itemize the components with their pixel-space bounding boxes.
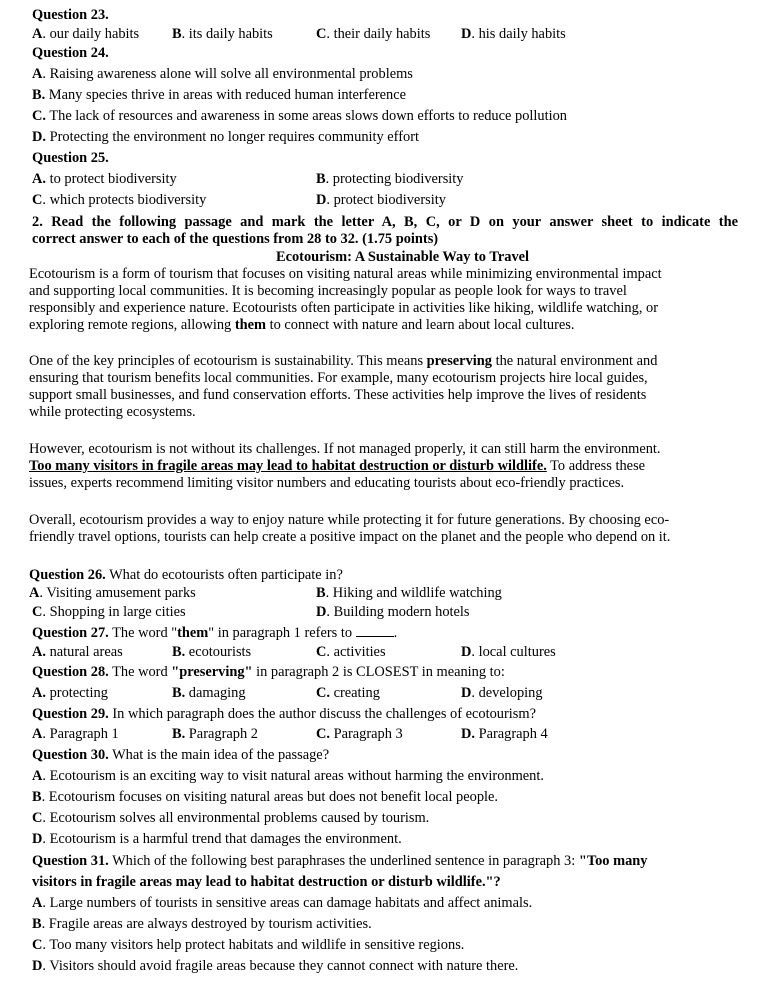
q25-option-c: C. which protects biodiversity xyxy=(32,192,207,208)
q31-option-b: B. Fragile areas are always destroyed by tourism activities. xyxy=(32,916,372,932)
passage-p1-line3: responsibly and experience nature. Ecotourists often participate in activities like hiking, wildlife watching, or xyxy=(29,300,659,316)
answer-blank xyxy=(356,624,394,637)
q29-option-b: B. Paragraph 2 xyxy=(172,726,258,742)
q25-option-b: B. protecting biodiversity xyxy=(316,171,464,187)
word-them: them xyxy=(234,317,266,333)
q28-stem: Question 28. The word "preserving" in paragraph 2 is CLOSEST in meaning to: xyxy=(32,664,505,680)
passage-p1-line1: Ecotourism is a form of tourism that focuses on visiting natural areas while minimizing environmental impact xyxy=(29,266,662,282)
q23-option-d: D. his daily habits xyxy=(461,26,566,42)
q30-option-a: A. Ecotourism is an exciting way to visit natural areas without harming the environment. xyxy=(32,768,544,784)
passage-p2-line2: ensuring that tourism benefits local communities. For example, many ecotourism projects hire local guides, xyxy=(29,370,648,386)
q23-option-b: B. its daily habits xyxy=(172,26,273,42)
q31-stem-line2: visitors in fragile areas may lead to habitat destruction or disturb wildlife."? xyxy=(32,874,501,890)
q26-option-a: A. Visiting amusement parks xyxy=(29,585,196,601)
q24-label: Question 24. xyxy=(32,45,109,61)
q23-label: Question 23. xyxy=(32,7,109,23)
q30-stem: Question 30. What is the main idea of the passage? xyxy=(32,747,330,763)
section2-instruction-line1: 2. Read the following passage and mark the letter A, B, C, or D on your answer sheet to indicate the xyxy=(32,214,738,230)
q29-stem: Question 29. In which paragraph does the author discuss the challenges of ecotourism? xyxy=(32,706,536,722)
q24-option-d: D. Protecting the environment no longer requires community effort xyxy=(32,129,419,145)
q27-option-b: B. ecotourists xyxy=(172,644,252,660)
q31-stem-line1: Question 31. Which of the following best paraphrases the underlined sentence in paragraph 3: "Too many xyxy=(32,853,648,869)
underlined-sentence: Too many visitors in fragile areas may lead to habitat destruction or disturb wildlife. xyxy=(29,458,547,474)
q25-label: Question 25. xyxy=(32,150,109,166)
q27-option-d: D. local cultures xyxy=(461,644,556,660)
q25-option-d: D. protect biodiversity xyxy=(316,192,446,208)
q30-option-d: D. Ecotourism is a harmful trend that damages the environment. xyxy=(32,831,402,847)
q30-option-c: C. Ecotourism solves all environmental problems caused by tourism. xyxy=(32,810,430,826)
passage-p2-line3: support small businesses, and fund conservation efforts. These activities help improve the lives of residents xyxy=(29,387,647,403)
passage-p1-line2: and supporting local communities. It is becoming increasingly popular as people look for ways to travel xyxy=(29,283,627,299)
q24-option-b: B. Many species thrive in areas with reduced human interference xyxy=(32,87,407,103)
passage-p1-line4: exploring remote regions, allowing them to connect with nature and learn about local cultures. xyxy=(29,317,575,333)
q31-option-a: A. Large numbers of tourists in sensitive areas can damage habitats and affect animals. xyxy=(32,895,533,911)
word-preserving: preserving xyxy=(426,353,492,369)
q24-option-a: A. Raising awareness alone will solve all environmental problems xyxy=(32,66,413,82)
passage-p2-line4: while protecting ecosystems. xyxy=(29,404,196,420)
q27-stem: Question 27. The word "them" in paragraph 1 refers to . xyxy=(32,625,398,641)
passage-p3-line2: Too many visitors in fragile areas may lead to habitat destruction or disturb wildlife. To address these xyxy=(29,458,646,474)
q23-option-a: A. our daily habits xyxy=(32,26,140,42)
q23-option-c: C. their daily habits xyxy=(316,26,431,42)
passage-p4-line2: friendly travel options, tourists can help create a positive impact on the planet and the people who depend on it. xyxy=(29,529,671,545)
q27-option-c: C. activities xyxy=(316,644,386,660)
passage-p2-line1: One of the key principles of ecotourism is sustainability. This means preserving the natural environment and xyxy=(29,353,658,369)
q28-option-a: A. protecting xyxy=(32,685,108,701)
q27-option-a: A. natural areas xyxy=(32,644,123,660)
q28-option-c: C. creating xyxy=(316,685,380,701)
q26-stem: Question 26. What do ecotourists often participate in? xyxy=(29,567,343,583)
q26-option-c: C. Shopping in large cities xyxy=(32,604,186,620)
passage-p3-line3: issues, experts recommend limiting visitor numbers and educating tourists about eco-friendly practices. xyxy=(29,475,625,491)
passage-title: Ecotourism: A Sustainable Way to Travel xyxy=(275,249,530,265)
q28-option-b: B. damaging xyxy=(172,685,246,701)
q26-option-d: D. Building modern hotels xyxy=(316,604,470,620)
q29-option-c: C. Paragraph 3 xyxy=(316,726,403,742)
q31-option-d: D. Visitors should avoid fragile areas because they cannot connect with nature there. xyxy=(32,958,519,974)
q31-option-c: C. Too many visitors help protect habitats and wildlife in sensitive regions. xyxy=(32,937,465,953)
q28-option-d: D. developing xyxy=(461,685,543,701)
passage-p3-line1: However, ecotourism is not without its challenges. If not managed properly, it can still harm the environment. xyxy=(29,441,661,457)
section2-instruction-line2: correct answer to each of the questions from 28 to 32. (1.75 points) xyxy=(32,231,439,247)
passage-p4-line1: Overall, ecotourism provides a way to enjoy nature while protecting it for future generations. By choosing eco- xyxy=(29,512,670,528)
q30-option-b: B. Ecotourism focuses on visiting natural areas but does not benefit local people. xyxy=(32,789,498,805)
q29-option-d: D. Paragraph 4 xyxy=(461,726,548,742)
q25-option-a: A. to protect biodiversity xyxy=(32,171,177,187)
q26-option-b: B. Hiking and wildlife watching xyxy=(316,585,502,601)
q24-option-c: C. The lack of resources and awareness in some areas slows down efforts to reduce pollution xyxy=(32,108,567,124)
q29-option-a: A. Paragraph 1 xyxy=(32,726,119,742)
